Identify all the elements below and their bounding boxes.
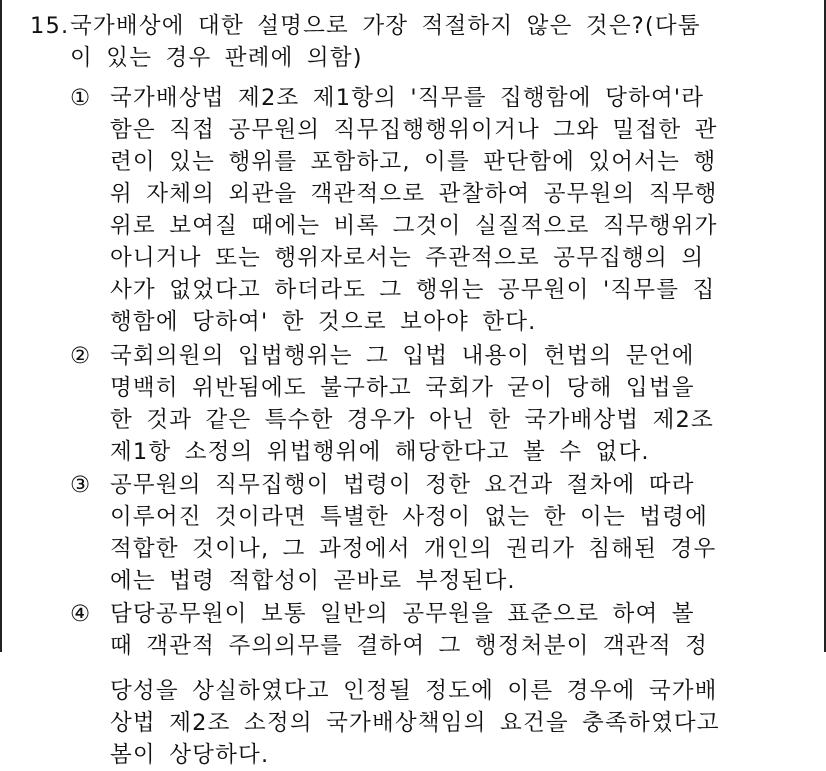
left-border-line: [0, 0, 2, 652]
option-line: 함은 직접 공무원의 직무집행행위이거나 그와 밀접한 관: [110, 117, 718, 143]
option-1: [70, 82, 780, 338]
option-text: [110, 469, 780, 597]
option-line: 상법 제2조 소정의 국가배상책임의 요건을 충족하였다고: [110, 710, 720, 736]
option-line: 아니거나 또는 행위자로서는 주관적으로 공무집행의 의: [110, 245, 705, 271]
option-line: 담당공무원이 보통 일반의 공무원을 표준으로 하여 볼: [110, 601, 695, 627]
question-line: 이 있는 경우 판례에 의함): [70, 45, 363, 71]
option-line: 때 객관적 주의의무를 결하여 그 행정처분이 객관적 정: [110, 633, 709, 659]
option-line: 위로 보여질 때에는 비록 그것이 실질적으로 직무행위가: [110, 213, 718, 239]
question-number: 15.: [30, 13, 70, 39]
option-line: 행함에 당하여' 한 것으로 보아야 한다.: [110, 309, 537, 335]
option-marker: ②: [70, 343, 92, 369]
option-line: 공무원의 직무집행이 법령이 정한 요건과 절차에 따라: [110, 472, 695, 498]
option-line: 봄이 상당하다.: [110, 742, 270, 768]
option-line: 위 자체의 외관을 객관적으로 관찰하여 공무원의 직무행: [110, 181, 718, 207]
option-text: [110, 82, 780, 338]
option-line: 한 것과 같은 특수한 경우가 아닌 한 국가배상법 제2조: [110, 407, 714, 433]
option-3: [70, 469, 780, 597]
question-text: [70, 10, 800, 74]
option-marker: ③: [70, 472, 92, 498]
option-text: [110, 675, 780, 771]
option-line: 제1항 소정의 위법행위에 해당한다고 볼 수 없다.: [110, 439, 650, 465]
question-line: 국가배상에 대한 설명으로 가장 적절하지 않은 것은?(다툼: [70, 13, 701, 39]
option-line: 사가 없었다고 하더라도 그 행위는 공무원이 '직무를 집: [110, 277, 716, 303]
option-4: [70, 598, 780, 662]
option-line: 이루어진 것이라면 특별한 사정이 없는 한 이는 법령에: [110, 504, 709, 530]
option-4-continuation: [70, 675, 780, 771]
option-line: 당성을 상실하였다고 인정될 정도에 이른 경우에 국가배: [110, 678, 718, 704]
option-marker: ④: [70, 601, 92, 627]
option-marker: ①: [70, 85, 92, 111]
option-line: 국가배상법 제2조 제1항의 '직무를 집행함에 당하여'라: [110, 85, 705, 111]
option-text: [110, 340, 780, 468]
option-line: 련이 있는 행위를 포함하고, 이를 판단함에 있어서는 행: [110, 149, 717, 175]
question-stem: [30, 10, 800, 74]
option-line: 적합한 것이나, 그 과정에서 개인의 권리가 침해된 경우: [110, 536, 717, 562]
option-line: 국회의원의 입법행위는 그 입법 내용이 헌법의 문언에: [110, 343, 695, 369]
option-line: 명백히 위반됨에도 불구하고 국회가 굳이 당해 입법을: [110, 375, 695, 401]
option-line: 에는 법령 적합성이 곧바로 부정된다.: [110, 568, 516, 594]
option-text: [110, 598, 780, 662]
option-2: [70, 340, 780, 468]
